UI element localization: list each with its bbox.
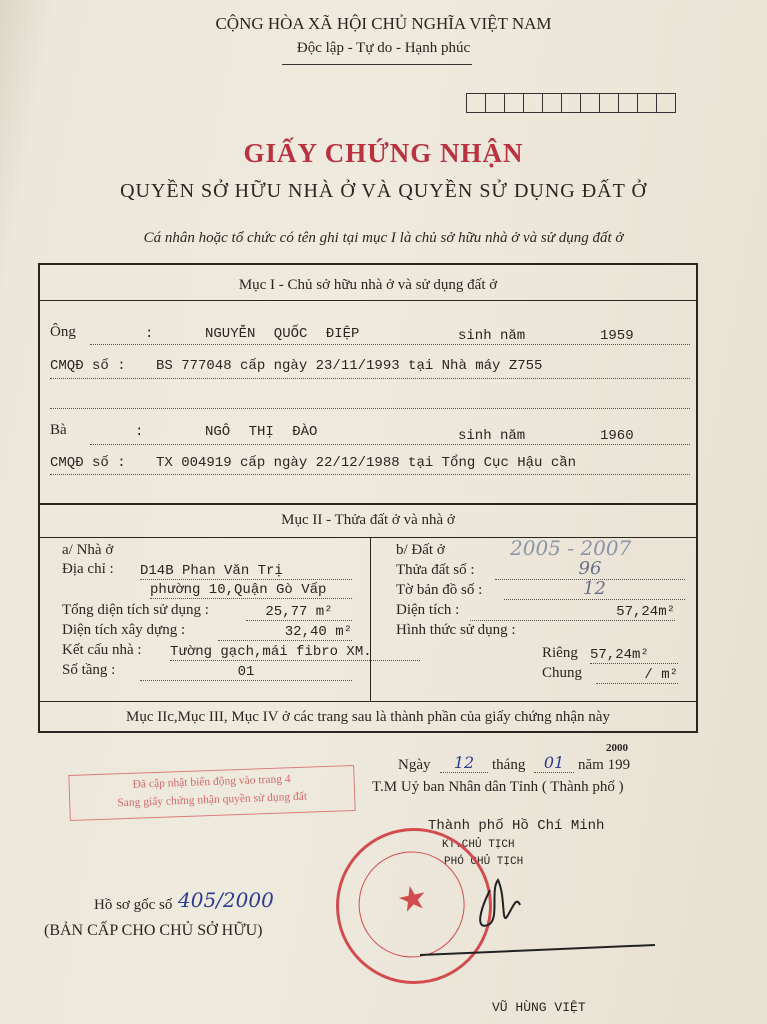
- address-label: Địa chỉ :: [62, 561, 114, 577]
- owner2-birth-year: 1960: [600, 428, 634, 444]
- header-country: CỘNG HÒA XÃ HỘI CHỦ NGHĨA VIỆT NAM: [215, 14, 552, 33]
- usable-area-value: 25,77 m²: [246, 604, 352, 621]
- owner2-birth-label: sinh năm: [458, 428, 526, 444]
- document-title: GIẤY CHỨNG NHẬN: [243, 138, 524, 168]
- owner2-id-label: CMQĐ số :: [50, 455, 126, 471]
- date-year-label: năm 199: [578, 757, 631, 773]
- update-stamp-line1: Đã cập nhật biến động vào trang 4: [132, 773, 291, 791]
- structure-label: Kết cấu nhà :: [62, 642, 142, 658]
- owner2-prefix: Bà: [50, 422, 67, 438]
- address-line2: phường 10,Quận Gò Vấp: [150, 582, 352, 599]
- owner1-prefix: Ông: [50, 324, 76, 340]
- built-area-value: 32,40 m²: [218, 624, 352, 641]
- date-month-label: tháng: [492, 757, 526, 773]
- dotted-line: [90, 444, 690, 445]
- shared-label: Chung: [542, 665, 583, 681]
- land-area-label: Diện tích :: [396, 602, 460, 618]
- section2-column-divider: [370, 537, 371, 701]
- land-handwritten-note: 2005 - 2007: [510, 536, 632, 560]
- update-stamp-line2: Sang giấy chứng nhận quyền sử dụng đất: [117, 790, 308, 810]
- private-value: 57,24m²: [590, 647, 678, 664]
- owner2-id-text: TX 004919 cấp ngày 22/12/1988 tại Tổng Cục Hậu cần: [156, 455, 577, 471]
- record-number: 405/2000: [178, 888, 274, 912]
- motto-underline: [282, 64, 472, 65]
- date-year-correction: 2000: [606, 742, 628, 754]
- floors-value: 01: [140, 664, 352, 681]
- section1-title: Mục I - Chủ sở hữu nhà ở và sử dụng đất ở: [238, 277, 498, 293]
- private-label: Riêng: [542, 645, 578, 661]
- owner1-name: NGUYỄN QUỐC ĐIỆP: [205, 326, 360, 342]
- date-month: 01: [534, 753, 574, 773]
- record-label: Hồ sơ gốc số: [94, 897, 173, 913]
- structure-value: Tường gạch,mái fibro XM.: [170, 644, 420, 661]
- authority-city: Thành phố Hồ Chí Minh: [428, 818, 605, 834]
- section1-title-divider: [38, 300, 698, 301]
- usable-area-label: Tổng diện tích sử dụng :: [62, 602, 209, 618]
- built-area-label: Diện tích xây dựng :: [62, 622, 186, 638]
- shared-value: / m²: [596, 667, 678, 684]
- owner2-colon: :: [135, 424, 144, 440]
- owner1-colon: :: [145, 326, 154, 342]
- seal-star-icon: ★: [393, 878, 432, 921]
- land-heading: b/ Đất ở: [396, 542, 445, 558]
- map-value: 12: [504, 578, 685, 600]
- owner1-birth-label: sinh năm: [458, 328, 526, 344]
- dotted-line: [50, 474, 690, 475]
- parcel-value: 96: [495, 558, 685, 580]
- owner1-id-label: CMQĐ số :: [50, 358, 126, 374]
- dotted-line: [50, 408, 690, 409]
- section2-footer-divider: [38, 701, 698, 702]
- authority-role1: KT.CHỦ TỊCH: [442, 839, 515, 851]
- land-area-value: 57,24m²: [470, 604, 675, 621]
- footer-note: Mục IIc,Mục III, Mục IV ở các trang sau là thành phần của giấy chứng nhận này: [126, 709, 610, 725]
- section2-title: Mục II - Thửa đất ở và nhà ở: [281, 512, 455, 528]
- intro-text: Cá nhân hoặc tổ chức có tên ghi tại mục I là chủ sở hữu nhà ở và sử dụng đất ở: [143, 230, 624, 246]
- use-form-label: Hình thức sử dụng :: [396, 622, 516, 638]
- date-day-label: Ngày: [398, 757, 431, 773]
- header-motto: Độc lập - Tự do - Hạnh phúc: [296, 40, 471, 56]
- owner1-id-text: BS 777048 cấp ngày 23/11/1993 tại Nhà máy Z755: [156, 358, 543, 374]
- floors-label: Số tầng :: [62, 662, 116, 678]
- serial-number-boxes: [466, 93, 676, 113]
- copy-note: (BẢN CẤP CHO CHỦ SỞ HỮU): [44, 922, 263, 939]
- dotted-line: [90, 344, 690, 345]
- owner1-birth-year: 1959: [600, 328, 634, 344]
- authority-line: T.M Uỷ ban Nhân dân Tỉnh ( Thành phố ): [372, 779, 624, 795]
- map-label: Tờ bản đồ số :: [396, 582, 483, 598]
- update-stamp: [68, 765, 355, 821]
- signer-name: VŨ HÙNG VIỆT: [492, 1000, 586, 1015]
- authority-role2: PHÓ CHỦ TỊCH: [444, 856, 524, 868]
- date-day: 12: [440, 753, 488, 773]
- signature-scribble: [420, 850, 660, 965]
- address-line1: D14B Phan Văn Trị: [140, 563, 352, 580]
- document-subtitle: QUYỀN SỞ HỮU NHÀ Ở VÀ QUYỀN SỬ DỤNG ĐẤT Ở: [120, 180, 647, 202]
- parcel-label: Thửa đất số :: [396, 562, 475, 578]
- house-heading: a/ Nhà ở: [62, 542, 114, 558]
- dotted-line: [50, 378, 690, 379]
- owner2-name: NGÔ THỊ ĐÀO: [205, 424, 318, 440]
